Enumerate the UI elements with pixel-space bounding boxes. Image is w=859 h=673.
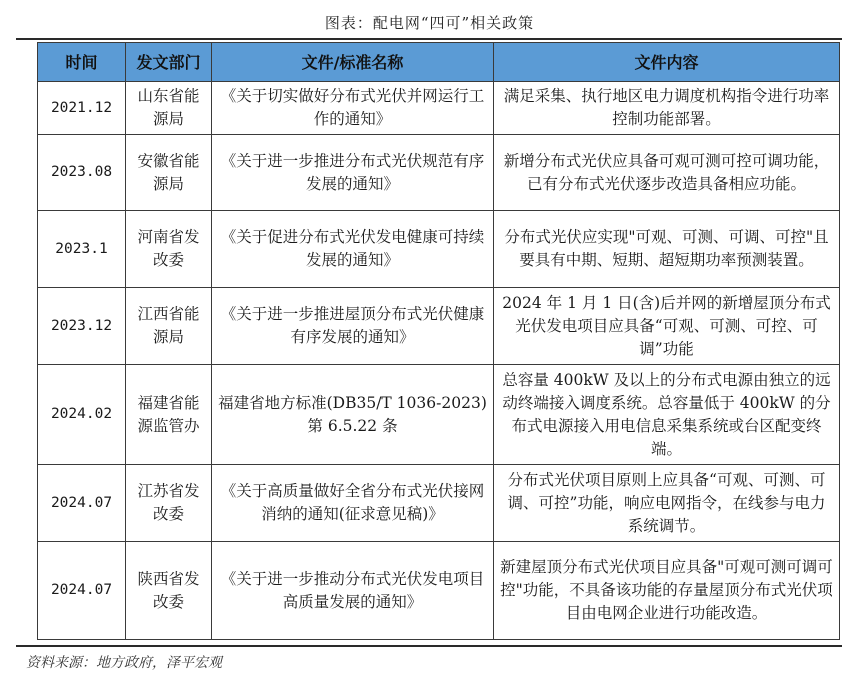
cell-department: 江西省能源局 [126,288,212,365]
cell-document-content: 分布式光伏项目原则上应具备“可观、可测、可调、可控”功能，响应电网指令，在线参与电力系统调节。 [494,465,840,542]
cell-department: 江苏省发改委 [126,465,212,542]
header-document-content: 文件内容 [494,43,840,82]
cell-date: 2021.12 [38,82,126,135]
table-row [38,542,840,640]
table-row [38,465,840,542]
table-row [38,82,840,135]
policy-table [37,42,840,640]
table-row [38,135,840,211]
header-date: 时间 [38,43,126,82]
cell-document-content: 总容量 400kW 及以上的分布式电源由独立的远动终端接入调度系统。总容量低于 400kW 的分布式电源接入用电信息采集系统或台区配变终端。 [494,365,840,465]
figure-caption: 图表：配电网“四可”相关政策 [324,14,535,32]
cell-document-name: 《关于进一步推进屋顶分布式光伏健康有序发展的通知》 [212,288,494,365]
cell-document-name: 《关于切实做好分布式光伏并网运行工作的通知》 [212,82,494,135]
cell-department: 福建省能源监管办 [126,365,212,465]
header-department: 发文部门 [126,43,212,82]
cell-document-name: 福建省地方标准(DB35/T 1036-2023)第 6.5.22 条 [212,365,494,465]
cell-document-name: 《关于进一步推动分布式光伏发电项目高质量发展的通知》 [212,542,494,640]
cell-department: 河南省发改委 [126,211,212,288]
cell-date: 2023.12 [38,288,126,365]
cell-department: 山东省能源局 [126,82,212,135]
cell-document-name: 《关于促进分布式光伏发电健康可持续发展的通知》 [212,211,494,288]
cell-document-content: 分布式光伏应实现"可观、可测、可调、可控"且要具有中期、短期、超短期功率预测装置。 [494,211,840,288]
cell-document-name: 《关于高质量做好全省分布式光伏接网消纳的通知(征求意见稿)》 [212,465,494,542]
cell-department: 陕西省发改委 [126,542,212,640]
cell-date: 2024.07 [38,465,126,542]
cell-document-name: 《关于进一步推进分布式光伏规范有序发展的通知》 [212,135,494,211]
cell-document-content: 2024 年 1 月 1 日(含)后并网的新增屋顶分布式光伏发电项目应具备“可观、可测、可控、可调”功能 [494,288,840,365]
table-row [38,365,840,465]
table-row [38,211,840,288]
table-row [38,288,840,365]
cell-document-content: 新建屋顶分布式光伏项目应具备"可观可测可调可控"功能，不具备该功能的存量屋顶分布式光伏项目由电网企业进行功能改造。 [494,542,840,640]
cell-date: 2023.1 [38,211,126,288]
cell-date: 2024.02 [38,365,126,465]
cell-date: 2023.08 [38,135,126,211]
bottom-rule [16,645,842,647]
top-rule [16,38,842,40]
cell-department: 安徽省能源局 [126,135,212,211]
source-note: 资料来源：地方政府，泽平宏观 [26,655,222,671]
cell-document-content: 新增分布式光伏应具备可观可测可控可调功能，已有分布式光伏逐步改造具备相应功能。 [494,135,840,211]
table-header-row [38,43,840,82]
cell-document-content: 满足采集、执行地区电力调度机构指令进行功率控制功能部署。 [494,82,840,135]
header-document-name: 文件/标准名称 [212,43,494,82]
cell-date: 2024.07 [38,542,126,640]
